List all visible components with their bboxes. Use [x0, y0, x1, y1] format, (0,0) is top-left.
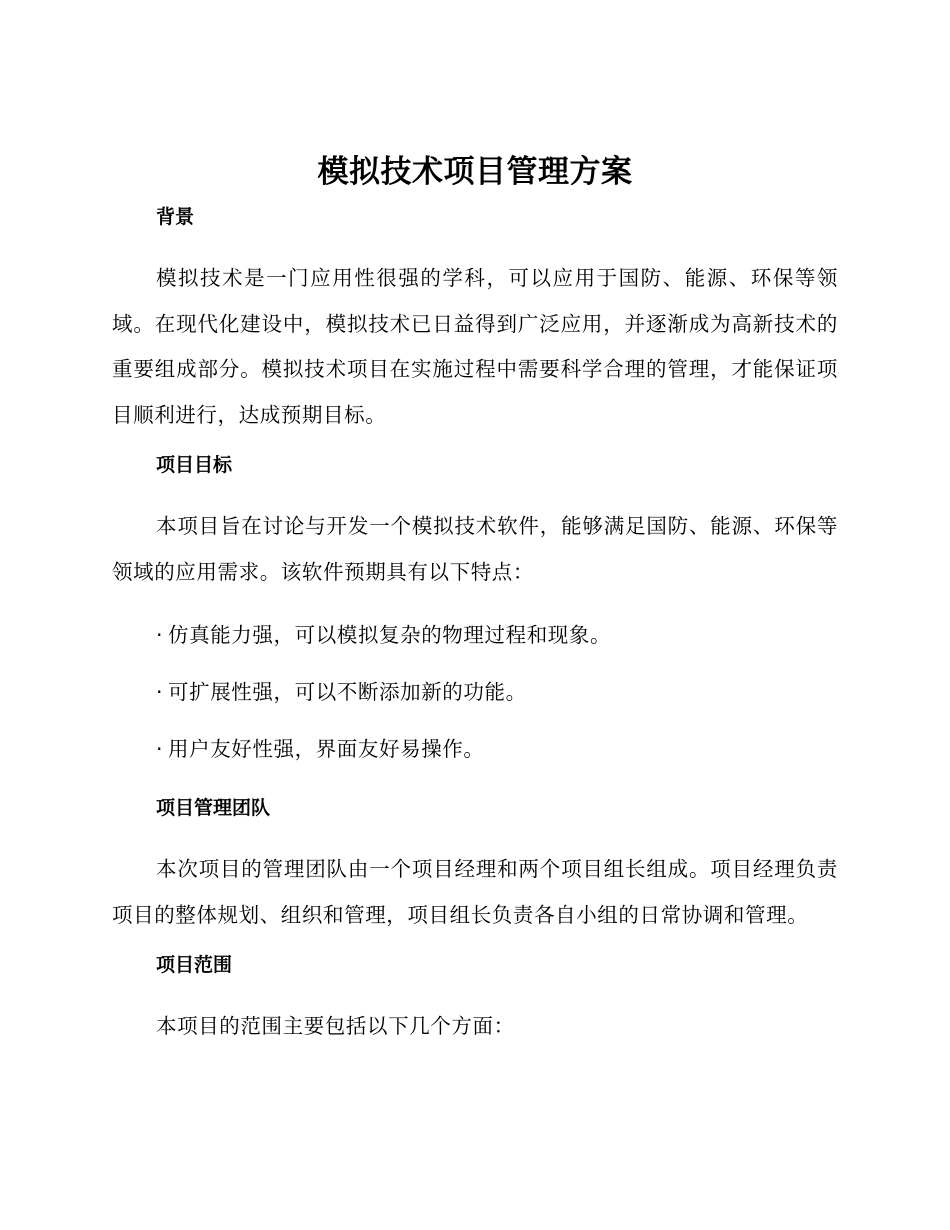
- paragraph-scope: 本项目的范围主要包括以下几个方面：: [156, 1014, 515, 1038]
- section-heading-goals: 项目目标: [156, 454, 233, 476]
- section-goals: [112, 450, 838, 764]
- list-item-text: 仿真能力强，可以模拟复杂的物理过程和现象。: [168, 623, 612, 647]
- list-item: [156, 734, 838, 764]
- paragraph-background: 模拟技术是一门应用性很强的学科，可以应用于国防、能源、环保等领域。在现代化建设中，模拟技术已日益得到广泛应用，并逐渐成为高新技术的重要组成部分。模拟技术项目在实施过程中需要科学合理的管理，才能保证项目顺利进行，达成预期目标。: [112, 266, 838, 427]
- list-item: [156, 620, 838, 650]
- paragraph-team: 本次项目的管理团队由一个项目经理和两个项目组长组成。项目经理负责项目的整体规划、组织和管理，项目组长负责各自小组的日常协调和管理。: [112, 857, 838, 927]
- section-heading-scope: 项目范围: [156, 954, 233, 976]
- section-heading-background: 背景: [156, 206, 195, 228]
- list-item-text: 可扩展性强，可以不断添加新的功能。: [168, 680, 527, 704]
- section-background: [112, 202, 838, 438]
- list-item: [156, 677, 838, 707]
- bullet-dot-icon: ·: [156, 623, 164, 647]
- bullet-dot-icon: ·: [156, 737, 164, 761]
- list-item-text: 用户友好性强，界面友好易操作。: [168, 737, 485, 761]
- section-heading-team: 项目管理团队: [156, 797, 271, 819]
- section-team: [112, 793, 838, 938]
- bullet-dot-icon: ·: [156, 680, 164, 704]
- document-title: 模拟技术项目管理方案: [317, 154, 633, 190]
- goals-feature-list: [112, 620, 838, 764]
- section-scope: [112, 950, 838, 1050]
- paragraph-goals: 本项目旨在讨论与开发一个模拟技术软件，能够满足国防、能源、环保等领域的应用需求。该软件预期具有以下特点：: [112, 514, 838, 584]
